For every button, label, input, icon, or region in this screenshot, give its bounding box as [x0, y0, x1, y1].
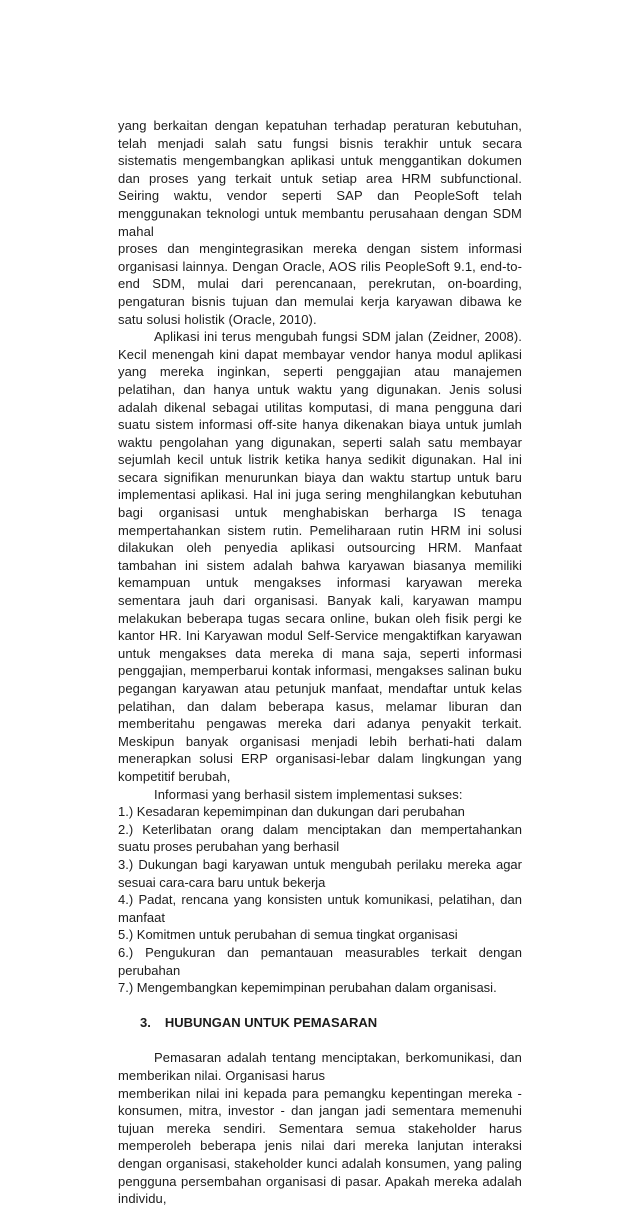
list-item-2: 2.) Keterlibatan orang dalam menciptakan dan mempertahankan suatu proses perubahan yang berhasil — [118, 821, 522, 855]
list-item-1: 1.) Kesadaran kepemimpinan dan dukungan dari perubahan — [118, 804, 465, 820]
list-item-3: 3.) Dukungan bagi karyawan untuk mengubah perilaku mereka agar sesuai cara-cara baru untuk bekerja — [118, 856, 522, 890]
list-item-7: 7.) Mengembangkan kepemimpinan perubahan dalam organisasi. — [118, 980, 497, 996]
section-title: HUBUNGAN UNTUK PEMASARAN — [164, 1015, 378, 1031]
list-item-5: 5.) Komitmen untuk perubahan di semua tingkat organisasi — [118, 927, 458, 943]
paragraph-hrm-continuation: yang berkaitan dengan kepatuhan terhadap peraturan kebutuhan, telah menjadi salah satu fungsi bisnis terakhir untuk secara sistematis mengembangkan aplikasi untuk menggantikan dokumen dan proses yang terkait untuk setiap area HRM subfunctional. Seiring waktu, vendor seperti SAP dan PeopleSoft telah menggunakan teknologi untuk membantu perusahaan dengan SDM mahal — [118, 118, 522, 239]
paragraph-pemasaran-body: memberikan nilai ini kepada para pemangku kepentingan mereka - konsumen, mitra, investor - dan jangan jadi sementara memenuhi tujuan mereka sendiri. Sementara semua stakeholder harus memperoleh beberapa jenis nilai dari mereka lanjutan interaksi dengan organisasi, stakeholder kunci adalah konsumen, yang paling pengguna persembahan organisasi di pasar. Apakah mereka adalah individu, — [118, 1085, 522, 1207]
list-item-4: 4.) Padat, rencana yang konsisten untuk komunikasi, pelatihan, dan manfaat — [118, 892, 522, 925]
paragraph-oracle-integration: proses dan mengintegrasikan mereka dengan sistem informasi organisasi lainnya. Dengan Oracle, AOS rilis PeopleSoft 9.1, end-to-end SDM, mulai dari perencanaan, perekrutan, on-boarding, pengaturan bisnis tujuan dan memulai kerja karyawan dibawa ke satu solusi holistik (Oracle, 2010). — [118, 241, 522, 327]
section-heading-hubungan-untuk-pemasaran — [118, 997, 522, 1050]
paragraph-pemasaran-intro: Pemasaran adalah tentang menciptakan, berkomunikasi, dan memberikan nilai. Organisasi harus — [118, 1050, 522, 1084]
list-intro: Informasi yang berhasil sistem implementasi sukses: — [154, 786, 463, 802]
paragraph-aplikasi-sdm: Aplikasi ini terus mengubah fungsi SDM jalan (Zeidner, 2008). Kecil menengah kini dapat membayar vendor hanya modul aplikasi yang mereka inginkan, seperti penggajian atau manajemen pelatihan, dan hanya untuk waktu yang digunakan. Jenis solusi adalah dikenal sebagai utilitas komputasi, di mana pengguna dari suatu sistem informasi off-site hanya dikenakan biaya untuk jumlah waktu pengolahan yang digunakan, seperti salah satu membayar sejumlah kecil untuk listrik ketika hanya sedikit digunakan. Hal ini secara signifikan menurunkan biaya dan waktu startup untuk baru implementasi aplikasi. Hal ini juga sering menghilangkan kebutuhan bagi organisasi untuk menghabiskan berharga IS tenaga mempertahankan sistem rutin. Pemeliharaan rutin HRM ini solusi dilakukan oleh penyedia aplikasi outsourcing HRM. Manfaat tambahan ini sistem adalah bahwa karyawan biasanya memiliki kemampuan untuk mengakses informasi karyawan mereka sementara jauh dari organisasi. Banyak kali, karyawan mampu melakukan beberapa tugas secara online, bukan oleh fisik pergi ke kantor HR. Ini Karyawan modul Self-Service mengaktifkan karyawan untuk mengakses data mereka di mana saja, seperti informasi penggajian, memperbarui kontak informasi, mengakses salinan buku pegangan karyawan atau petunjuk manfaat, mendaftar untuk kelas pelatihan, dan dalam beberapa kasus, melamar liburan dan memberitahu pengawas mereka dari adanya penyakit terkait. Meskipun banyak organisasi menjadi lebih berhati-hati dalam menerapkan solusi ERP organisasi-lebar dalam lingkungan yang kompetitif berubah, — [118, 329, 522, 784]
text-column — [118, 117, 522, 1208]
list-item-6: 6.) Pengukuran dan pemantauan measurables terkait dengan perubahan — [118, 944, 522, 978]
section-number: 3. — [140, 1015, 151, 1031]
